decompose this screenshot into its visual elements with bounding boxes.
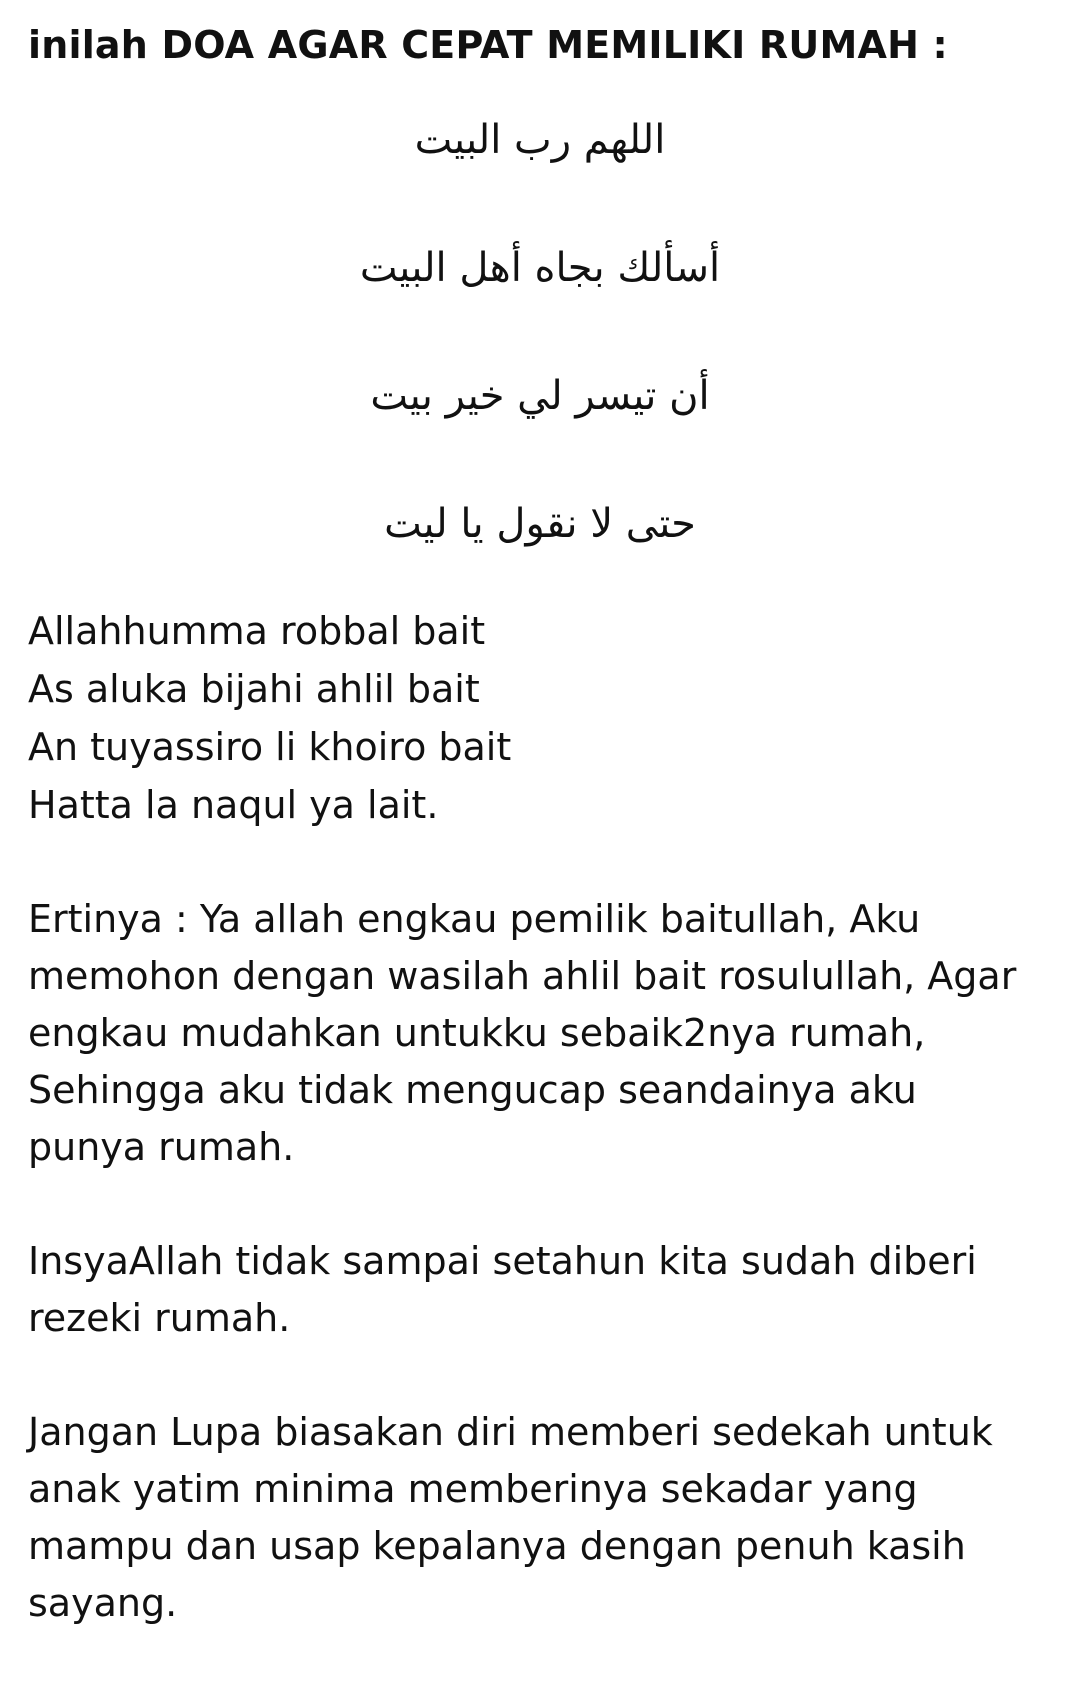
advice-line: anak yatim minima memberinya sekadar yang (28, 1467, 918, 1511)
advice-line: sayang. (28, 1581, 178, 1625)
paragraph-spacer (28, 1176, 1052, 1233)
paragraph-spacer (28, 834, 1052, 891)
document-title: inilah DOA AGAR CEPAT MEMILIKI RUMAH : (28, 23, 948, 67)
meaning-line: punya rumah. (28, 1125, 295, 1169)
transliteration-line: An tuyassiro li khoiro bait (28, 725, 512, 769)
insya-line: rezeki rumah. (28, 1296, 291, 1340)
arabic-line: أن تيسر لي خير بيت (370, 373, 710, 419)
meaning-paragraph (28, 891, 1052, 1176)
insya-paragraph (28, 1233, 1052, 1347)
transliteration (28, 602, 1052, 834)
meaning-line: memohon dengan wasilah ahlil bait rosulullah, Agar (28, 954, 1017, 998)
arabic-line: حتى لا نقول يا ليت (384, 501, 696, 547)
arabic-prayer (28, 110, 1052, 554)
meaning-line: Ertinya : Ya allah engkau pemilik baitullah, Aku (28, 897, 921, 941)
meaning-line: Sehingga aku tidak mengucap seandainya aku (28, 1068, 917, 1112)
insya-line: InsyaAllah tidak sampai setahun kita sudah diberi (28, 1239, 977, 1283)
paragraph-spacer (28, 1347, 1052, 1404)
arabic-line: اللهم رب البيت (414, 117, 666, 163)
advice-line: mampu dan usap kepalanya dengan penuh kasih (28, 1524, 966, 1568)
meaning-line: engkau mudahkan untukku sebaik2nya rumah, (28, 1011, 926, 1055)
transliteration-line: Allahhumma robbal bait (28, 609, 486, 653)
advice-paragraph (28, 1404, 1052, 1632)
transliteration-line: Hatta la naqul ya lait. (28, 783, 439, 827)
advice-line: Jangan Lupa biasakan diri memberi sedekah untuk (28, 1410, 993, 1454)
arabic-line: أسألك بجاه أهل البيت (359, 245, 721, 291)
transliteration-line: As aluka bijahi ahlil bait (28, 667, 480, 711)
